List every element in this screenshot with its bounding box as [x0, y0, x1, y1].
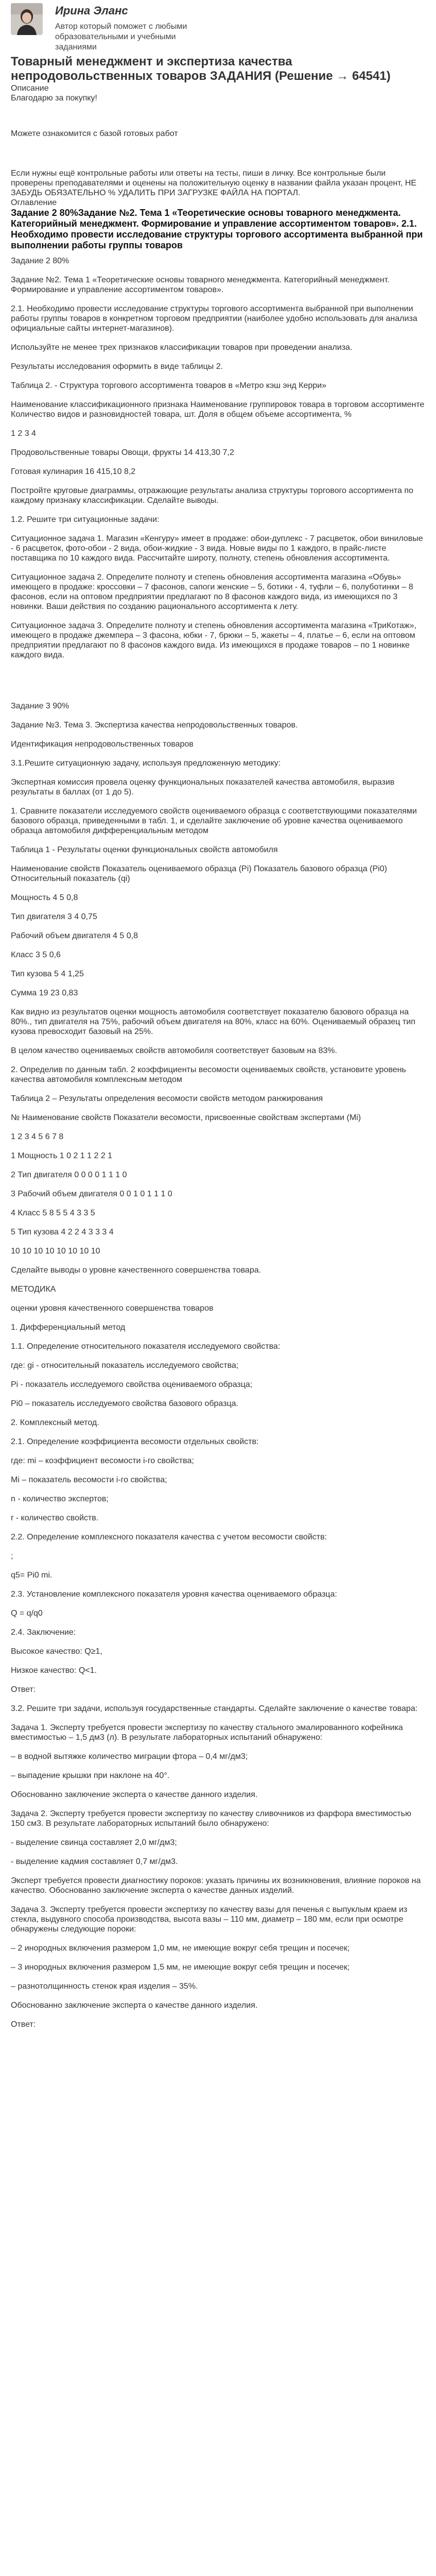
paragraph: q5= Pi0 mi. [11, 1571, 53, 1580]
table-caption: Таблица 2 – Результаты определения весомости свойств методом ранжирования [11, 1094, 323, 1103]
paragraph: Pi - показатель исследуемого свойства оцениваемого образца; [11, 1380, 253, 1389]
paragraph: Задание №3. Тема 3. Экспертиза качества непродовольственных товаров. [11, 721, 298, 730]
author-header [11, 0, 425, 55]
paragraph: Ответ: [11, 2020, 36, 2029]
paragraph: – выпадение крышки при наклоне на 40°. [11, 1771, 170, 1780]
table-row: 3 Рабочий объем двигателя 0 0 1 0 1 1 1 0 [11, 1190, 172, 1198]
table-row: Рабочий объем двигателя 4 5 0,8 [11, 931, 138, 940]
paragraph: r - количество свойств. [11, 1514, 99, 1522]
paragraph: Задача 2. Эксперту требуется провести экспертизу по качеству сливочников из фарфора вместимостью 150 см3. В результате лабораторных испытаний было обнаружено: [11, 1809, 411, 1828]
paragraph: 2.3. Установление комплексного показателя уровня качества оцениваемого образца: [11, 1590, 337, 1599]
avatar[interactable] [11, 3, 43, 35]
paragraph: 1.2. Решите три ситуационные задачи: [11, 515, 160, 524]
paragraph: Задание 2 80% [11, 257, 69, 265]
paragraph: Pi0 – показатель исследуемого свойства базового образца. [11, 1399, 238, 1408]
paragraph: - выделение кадмия составляет 0,7 мг/дм3. [11, 1857, 178, 1866]
paragraph: Ситуационное задача 1. Магазин «Кенгуру» имеет в продаже: обои-дуплекс - 7 расцветок, обои виниловые - 6 расцветок, фото-обои - 2 вида, обои-жидкие - 3 вида. Новые виды по 1 каждого, в прайс-листе поставщика по 10 каждого вида. Рассчитайте широту, полноту, степень обновления ассортимента. [11, 534, 423, 563]
table-caption: Таблица 2. - Структура торгового ассортимента товаров в «Метро кэш энд Керри» [11, 381, 327, 390]
paragraph: Как видно из результатов оценки мощность автомобиля соответствует показателю базового образца на 80%., тип двигателя на 75%, рабочий объем двигателя на 80%, класс на 60%. Оцениваемый образец тип кузова превосходит базовый на 25%. [11, 1008, 415, 1036]
paragraph: Задача 1. Эксперту требуется провести экспертизу по качеству стального эмалированного кофейника вместимостью – 1,5 дм3 (л). В результате лабораторных испытаний обнаружено: [11, 1723, 403, 1742]
paragraph: 3.2. Решите три задачи, используя государственные стандарты. Сделайте заключение о качестве товара: [11, 1704, 418, 1713]
paragraph: Высокое качество: Q≥1, [11, 1647, 102, 1656]
paragraph: 2. Комплексный метод. [11, 1418, 99, 1427]
paragraph: Ситуационное задача 3. Определите полноту и степень обновления ассортимента магазина «ТриКотаж», имеющего в продаже джемпера – 3 фасона, юбки - 7, брюки – 5, жакеты – 4, платье – 6, если на оптовом предприятии предлагают по 8 фасонов каждого вида. Из имеющихся в продаже товаров – по 1 новинке каждого вида. [11, 621, 416, 659]
toc-heading[interactable]: Задание 2 80%Задание №2. Тема 1 «Теоретические основы товарного менеджмента. Категорийный менеджмент. Формирование и управление ассортиментом товаров». 2.1. Необходимо провести исследование структуры торгового ассортимента выбранной при выполнении работы группы товаров [11, 208, 423, 250]
paragraph: 2.2. Определение комплексного показателя качества с учетом весомости свойств: [11, 1533, 327, 1541]
paragraph: Сделайте выводы о уровне качественного совершенства товара. [11, 1266, 261, 1275]
paragraph: Ситуационное задача 2. Определите полноту и степень обновления ассортимента магазина «Обувь» имеющего в продаже: кроссовки – 7 фасонов, сапоги женские – 5, ботики - 4, туфли – 6, полуботинки – 8 фасонов, если на оптовом предприятии предлагают по 8 фасонов каждого вида, из имеющихся по 3 новинки. Ваши действия по созданию рационального ассортимента к лету. [11, 573, 413, 611]
thanks-text: Благодарю за покупку! [11, 94, 97, 103]
paragraph: Экспертная комиссия провела оценку функциональных показателей качества автомобиля, выразив результаты в баллах (от 1 до 5). [11, 778, 395, 796]
paragraph: где: gi - относительный показатель исследуемого свойства; [11, 1361, 239, 1370]
paragraph: Задача 3. Эксперту требуется провести экспертизу по качеству вазы для печенья с выпуклым краем из стекла, выдувного способа производства, высота вазы – 110 мм, диаметр – 180 мм, если при осмотре обнаружены следующие пороки: [11, 1905, 408, 1934]
label-description: Описание [11, 84, 49, 93]
table-row: 2 Тип двигателя 0 0 0 0 1 1 1 0 [11, 1171, 127, 1179]
paragraph: Ответ: [11, 1685, 36, 1694]
paragraph: – в водной вытяжке количество миграции фтора – 0,4 мг/дм3; [11, 1752, 248, 1761]
paragraph: – 2 инородных включения размером 1,0 мм, не имеющие вокруг себя трещин и посечек; [11, 1944, 350, 1953]
avatar-photo-icon [11, 3, 43, 35]
paragraph: Используйте не менее трех признаков классификации товаров при проведении анализа. [11, 343, 353, 352]
toc-label: Оглавление [11, 198, 57, 207]
paragraph: – разнотолщинность стенок края изделия – 35%. [11, 1982, 198, 1991]
paragraph: 2.1. Необходимо провести исследование структуры торгового ассортимента выбранной при выполнении работы группы товаров в конкретном торговом предприятии (наиболее удобно использовать для анализа официальные сайты интернет-магазинов). [11, 304, 417, 333]
table-row: Мощность 4 5 0,8 [11, 893, 78, 902]
paragraph: Mi – показатель весомости i-го свойства; [11, 1476, 167, 1484]
works-base-link[interactable]: Можете ознакомится с базой готовых работ [11, 129, 178, 138]
paragraph: 3.1.Решите ситуационную задачу, используя предложенную методику: [11, 759, 281, 768]
paragraph: 1.1. Определение относительного показателя исследуемого свойства: [11, 1342, 281, 1351]
paragraph: Q = q/q0 [11, 1609, 43, 1618]
table-header-row: Наименование свойств Показатель оцениваемого образца (Pi) Показатель базового образца (Pi0) Относительный показатель (qi) [11, 865, 387, 883]
table-row: Продовольственные товары Овощи, фрукты 14 413,30 7,2 [11, 448, 234, 457]
paragraph: где: mi – коэффициент весомости i-го свойства; [11, 1456, 194, 1465]
table-row: 5 Тип кузова 4 2 2 4 3 3 3 4 [11, 1228, 114, 1236]
paragraph: 1. Дифференциальный метод [11, 1323, 126, 1332]
table-row: 1 2 3 4 5 6 7 8 [11, 1132, 64, 1141]
paragraph: Низкое качество: Q<1. [11, 1666, 97, 1675]
paragraph: 2.4. Заключение: [11, 1628, 76, 1637]
paragraph: Задание №2. Тема 1 «Теоретические основы товарного менеджмента. Категорийный менеджмент. Формирование и управление ассортиментом товаров». [11, 276, 390, 294]
paragraph: n - количество экспертов; [11, 1495, 109, 1503]
paragraph: - выделение свинца составляет 2,0 мг/дм3; [11, 1838, 177, 1847]
author-description: Автор который поможет с любыми образовательными и учебными заданиями [55, 22, 187, 52]
table-header-row: № Наименование свойств Показатели весомости, присвоенные свойствам экспертами (Mi) [11, 1113, 361, 1122]
paragraph: 2. Определив по данным табл. 2 коэффициенты весомости оцениваемых свойств, установите уровень качества автомобиля комплексным методом [11, 1065, 406, 1084]
document-title: Товарный менеджмент и экспертиза качества непродовольственных товаров ЗАДАНИЯ (Решение → 64541) [11, 55, 391, 83]
paragraph: Обоснованно заключение эксперта о качестве данного изделия. [11, 2001, 258, 2010]
table-row: Тип двигателя 3 4 0,75 [11, 912, 97, 921]
table-row: 4 Класс 5 8 5 5 4 3 3 5 [11, 1209, 95, 1217]
paragraph: Эксперт требуется провести диагностику пороков: указать причины их возникновения, влияние пороков на качество. Обоснованно заключение эксперта о качестве данных изделий. [11, 1876, 421, 1895]
paragraph: Постройте круговые диаграммы, отражающие результаты анализа структуры торгового ассортимента по каждому признаку классификации. Сделайте выводы. [11, 486, 413, 505]
table-row: Готовая кулинария 16 415,10 8,2 [11, 467, 136, 476]
paragraph: Результаты исследования оформить в виде таблицы 2. [11, 362, 223, 371]
paragraph: – 3 инородных включения размером 1,5 мм, не имеющие вокруг себя трещин и посечек; [11, 1963, 350, 1972]
table-row: 10 10 10 10 10 10 10 10 [11, 1247, 100, 1256]
table-row: Класс 3 5 0,6 [11, 951, 61, 959]
table-row: 1 Мощность 1 0 2 1 1 2 2 1 [11, 1151, 113, 1160]
table-caption: Таблица 1 - Результаты оценки функциональных свойств автомобиля [11, 845, 278, 854]
paragraph: В целом качество оцениваемых свойств автомобиля соответствует базовым на 83%. [11, 1046, 337, 1055]
paragraph: 1. Сравните показатели исследуемого свойств оцениваемого образца с соответствующими показателями базового образца, приведенными в табл. 1, и сделайте заключение об уровне качества оцениваемого образца автомобиля дифференциальным методом [11, 807, 417, 835]
table-row: Тип кузова 5 4 1,25 [11, 970, 84, 978]
contact-note: Если нужны ещё контрольные работы или ответы на тесты, пиши в личку. Все контрольные были проверены преподавателями и оценены на положительную оценку в названии файла указан процент, НЕ ЗАБУДЬ ОБЯЗАТЕЛЬНО % УДАЛИТЬ ПРИ ЗАГРУЗКЕ ФАЙЛА НА ПОРТАЛ. [11, 169, 416, 197]
author-name[interactable]: Ирина Эланс [55, 4, 128, 17]
paragraph: ; [11, 1552, 13, 1561]
paragraph: Задание 3 90% [11, 702, 69, 710]
table-header-row: Наименование классификационного признака Наименование группировок товара в торговом ассортименте Количество видов и разновидностей товара, шт. Доля в общем объеме ассортимента, % [11, 400, 425, 419]
paragraph: оценки уровня качественного совершенства товаров [11, 1304, 214, 1313]
paragraph: Идентификация непродовольственных товаров [11, 740, 194, 749]
paragraph: МЕТОДИКА [11, 1285, 56, 1294]
table-row: Сумма 19 23 0,83 [11, 989, 78, 997]
paragraph: 2.1. Определение коэффициента весомости отдельных свойств: [11, 1437, 259, 1446]
table-row: 1 2 3 4 [11, 429, 36, 438]
paragraph: Обоснованно заключение эксперта о качестве данного изделия. [11, 1790, 258, 1799]
